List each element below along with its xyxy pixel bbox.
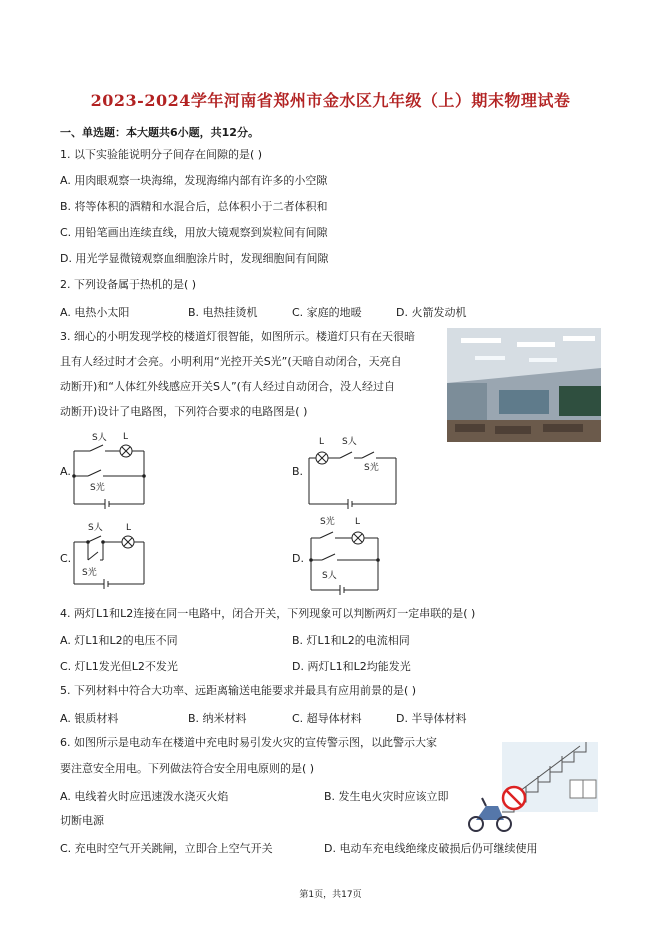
circuit-b-lamp-label: L [319,437,325,447]
q1-option-d: D. 用光学显微镜观察血细胞涂片时，发现细胞间有间隙 [60,252,329,265]
circuit-d-lamp-label: L [355,517,361,527]
q1-option-c: C. 用铅笔画出连续直线，用放大镜观察到炭粒间有间隙 [60,226,328,239]
q6-stem-line2: 要注意安全用电。下列做法符合安全用电原则的是( ) [60,762,315,775]
q4-option-b: B. 灯L1和L2的电流相同 [292,634,410,647]
q4-option-c: C. 灯L1发光但L2不发光 [60,660,178,673]
q5-option-d: D. 半导体材料 [396,712,467,725]
q4-stem: 4. 两灯L1和L2连接在同一电路中，闭合开关，下列现象可以判断两灯一定串联的是( ) [60,607,476,620]
circuit-b-switch-ren-label: S人 [342,437,357,447]
circuit-a-lamp-label: L [123,432,129,442]
q4-option-a: A. 灯L1和L2的电压不同 [60,634,178,647]
q5-option-b: B. 纳米材料 [188,712,247,725]
page-title: 2023-2024学年河南省郑州市金水区九年级（上）期末物理试卷 [90,91,571,110]
q2-option-b: B. 电热挂烫机 [188,306,258,319]
q6-stem-line1: 6. 如图所示是电动车在楼道中充电时易引发火灾的宣传警示图，以此警示大家 [60,736,437,749]
circuit-c-switch-ren-label: S人 [88,523,103,533]
q3-option-a-label: A. [60,465,71,478]
page-footer: 第1页，共17页 [299,890,362,900]
section-heading: 一、单选题：本大题共6小题，共12分。 [60,126,259,139]
q3-stem-line2: 且有人经过时才会亮。小明利用“光控开关S光”(天暗自动闭合，天亮自 [60,355,402,368]
q1-stem: 1. 以下实验能说明分子间存在间隙的是( ) [60,148,263,161]
q1-option-a: A. 用肉眼观察一块海绵，发现海绵内部有许多的小空隙 [60,174,328,187]
q5-option-a: A. 银质材料 [60,712,119,725]
circuit-c-lamp-label: L [126,523,132,533]
q4-option-d: D. 两灯L1和L2均能发光 [292,660,411,673]
circuit-a-switch-guang-label: S光 [90,483,105,493]
circuit-c [72,518,152,590]
classroom-photo [447,328,601,442]
q6-option-c: C. 充电时空气开关跳闸，立即合上空气开关 [60,842,273,855]
q5-stem: 5. 下列材料中符合大功率、远距离输送电能要求并最具有应用前景的是( ) [60,684,417,697]
circuit-a [72,428,154,512]
q2-option-d: D. 火箭发动机 [396,306,467,319]
circuit-a-switch-ren-label: S人 [92,433,107,443]
q6-option-a: A. 电线着火时应迅速泼水浇灭火焰 [60,790,229,803]
q6-option-b-continued: 切断电源 [60,814,104,827]
q3-option-b-label: B. [292,465,304,478]
circuit-d-switch-guang-label: S光 [320,517,335,527]
q1-option-b: B. 将等体积的酒精和水混合后，总体积小于二者体积和 [60,200,328,213]
q2-option-c: C. 家庭的地暖 [292,306,362,319]
q3-stem-line3: 动断开)和“人体红外线感应开关S人”(有人经过自动闭合，没人经过自 [60,380,395,393]
q3-option-d-label: D. [292,552,304,565]
q5-option-c: C. 超导体材料 [292,712,362,725]
circuit-b-switch-guang-label: S光 [364,463,379,473]
circuit-d-switch-ren-label: S人 [322,571,337,581]
ebike-warning-illustration [462,740,602,836]
q2-option-a: A. 电热小太阳 [60,306,130,319]
q3-option-c-label: C. [60,552,72,565]
circuit-c-switch-guang-label: S光 [82,568,97,578]
q3-stem-line1: 3. 细心的小明发现学校的楼道灯很智能，如图所示。楼道灯只有在天很暗 [60,330,415,343]
q6-option-d: D. 电动车充电线绝缘皮破损后仍可继续使用 [324,842,538,855]
circuit-b [306,432,402,510]
q2-stem: 2. 下列设备属于热机的是( ) [60,278,197,291]
q6-option-b: B. 发生电火灾时应该立即 [324,790,449,803]
circuit-d [308,512,390,596]
q3-stem-line4: 动断开)设计了电路图，下列符合要求的电路图是( ) [60,405,308,418]
